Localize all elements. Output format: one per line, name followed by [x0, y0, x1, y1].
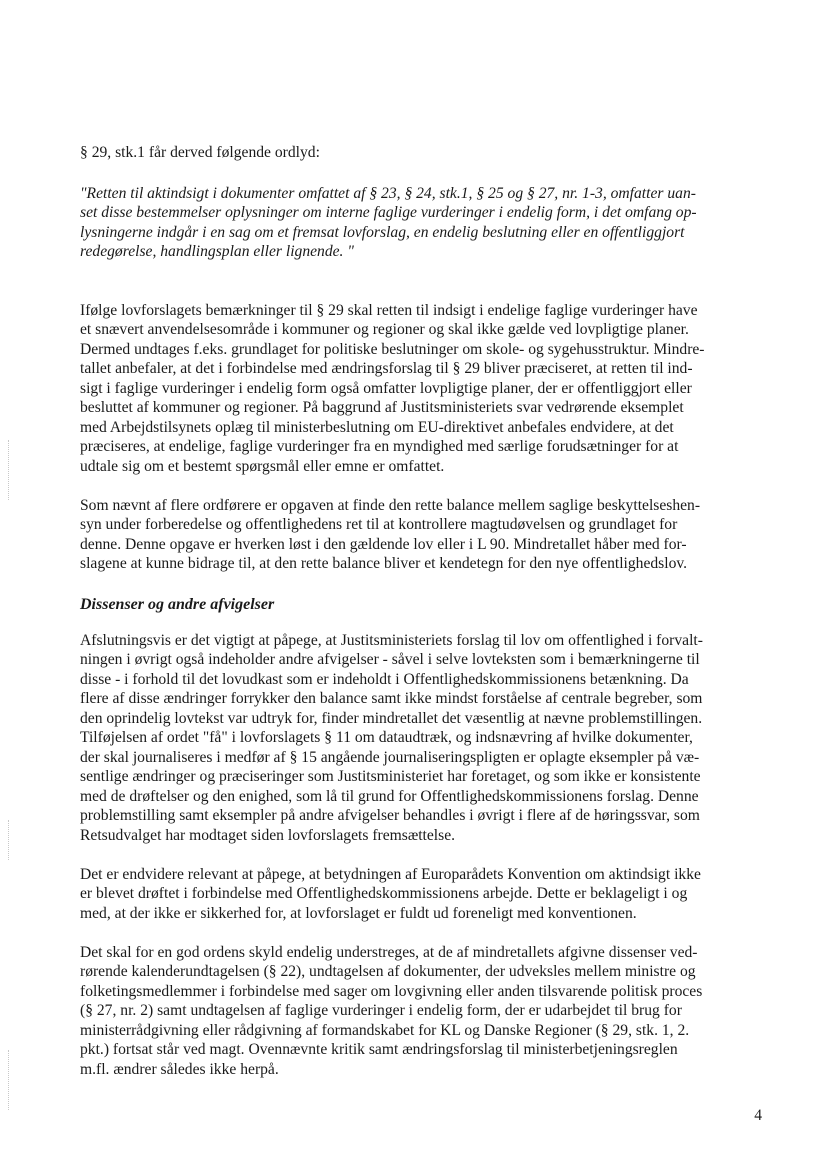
- intro-line: § 29, stk.1 får derved følgende ordlyd:: [80, 144, 320, 161]
- paragraph: Det skal for en god ordens skyld endelig understreges, at de af mindretallets afgivne dissenser ved- rørende kalenderundtagelsen (§ 22), undtagelsen af dokumenter, der udveksles mellem ministre og folketingsmedlemmer i forbindelse med sager om lovgivning eller anden tilsvarende politisk proces (§ 27, nr. 2) samt undtagelsen af faglige vurderinger i endelig form, der er udarbejdet til brug for ministerrådgivning eller rådgivning af formandskabet for KL og Danske Regioner (§ 29, stk. 1, 2. pkt.) fortsat står ved magt. Ovennævnte kritik samt ændringsforslag til ministerbetjeningsreglen m.fl. ændrer således ikke herpå.: [80, 943, 703, 1078]
- paragraph: Det er endvidere relevant at påpege, at betydningen af Europarådets Konvention om aktindsigt ikke er blevet drøftet i forbindelse med Offentlighedskommissionens arbejde. Dette er beklageligt i og med, at der ikke er sikkerhed for, at lovforslaget er fuldt ud foreneligt med konventionen.: [80, 865, 701, 922]
- scan-edge-mark: [8, 820, 10, 860]
- paragraph: Ifølge lovforslagets bemærkninger til § 29 skal retten til indsigt i endelige faglige vurderinger have et snævert anvendelsesområde i kommuner og regioner og skal ikke gælde ved lovpligtige planer. Dermed undtages f.eks. grundlaget for politiske beslutninger om skole- og sygehusstruktur. Mindre- tallet anbefaler, at det i forbindelse med ændringsforslag til § 29 bliver præciseret, at retten til ind- sigt i faglige vurderinger i endelig form også omfatter lovpligtige planer, der er offentliggjort eller besluttet af kommuner og regioner. På baggrund af Justitsministeriets svar vedrørende eksemplet med Arbejdstilsynets oplæg til ministerbeslutning om EU-direktivet anbefales endvidere, at det præciseres, at endelige, faglige vurderinger fra en myndighed med særlige forudsætninger for at udtale sig om et bestemt spørgsmål eller emne er omfattet.: [80, 301, 705, 475]
- paragraph: Afslutningsvis er det vigtigt at påpege, at Justitsministeriets forslag til lov om offentlighed i forvalt- ningen i øvrigt også indeholder andre afvigelser - såvel i selve lovteksten som i bemærkningerne til disse - i forhold til det lovudkast som er indeholdt i Offentlighedskommissionens betænkning. Da flere af disse ændringer forrykker den balance samt ikke mindst forståelse af centrale begreber, som den oprindelig lovtekst var udtryk for, finder mindretallet det væsentlig at nævne problemstillingen. Tilføjelsen af ordet "få" i lovforslagets § 11 om dataudtræk, og indsnævring af hvilke dokumenter, der skal journaliseres i medfør af § 15 angående journaliseringspligten er oplagte eksempler på væ- sentlige ændringer og præciseringer som Justitsministeriet har foretaget, og som ikke er konsistente med de drøftelser og den enighed, som lå til grund for Offentlighedskommissionens forslag. Denne problemstilling samt eksempler på andre afvigelser behandles i øvrigt i flere af de høringssvar, som Retsudvalget har modtaget siden lovforslagets fremsættelse.: [80, 631, 703, 844]
- document-body: [80, 143, 760, 1099]
- scan-edge-mark: [8, 440, 10, 500]
- paragraph: Som nævnt af flere ordførere er opgaven at finde den rette balance mellem saglige beskyttelseshen- syn under forberedelse og offentlighedens ret til at kontrollere magtudøvelsen og grundlaget for denne. Denne opgave er hverken løst i den gældende lov eller i L 90. Mindretallet håber med for- slagene at kunne bidrage til, at den rette balance bliver et kendetegn for den nye offentlighedslov.: [80, 496, 701, 572]
- page-number: 4: [754, 1107, 762, 1124]
- quoted-provision: "Retten til aktindsigt i dokumenter omfattet af § 23, § 24, stk.1, § 25 og § 27, nr. 1-3, omfatter uan- set disse bestemmelser oplysninger om interne faglige vurderinger i endelig form, i det omfang op- lysningerne indgår i en sag om et fremsat lovforslag, en endelig beslutning eller en offentliggjort redegørelse, handlingsplan eller lignende. ": [80, 184, 697, 260]
- section-heading: Dissenser og andre afvigelser: [80, 595, 275, 613]
- scan-edge-mark: [8, 1050, 10, 1110]
